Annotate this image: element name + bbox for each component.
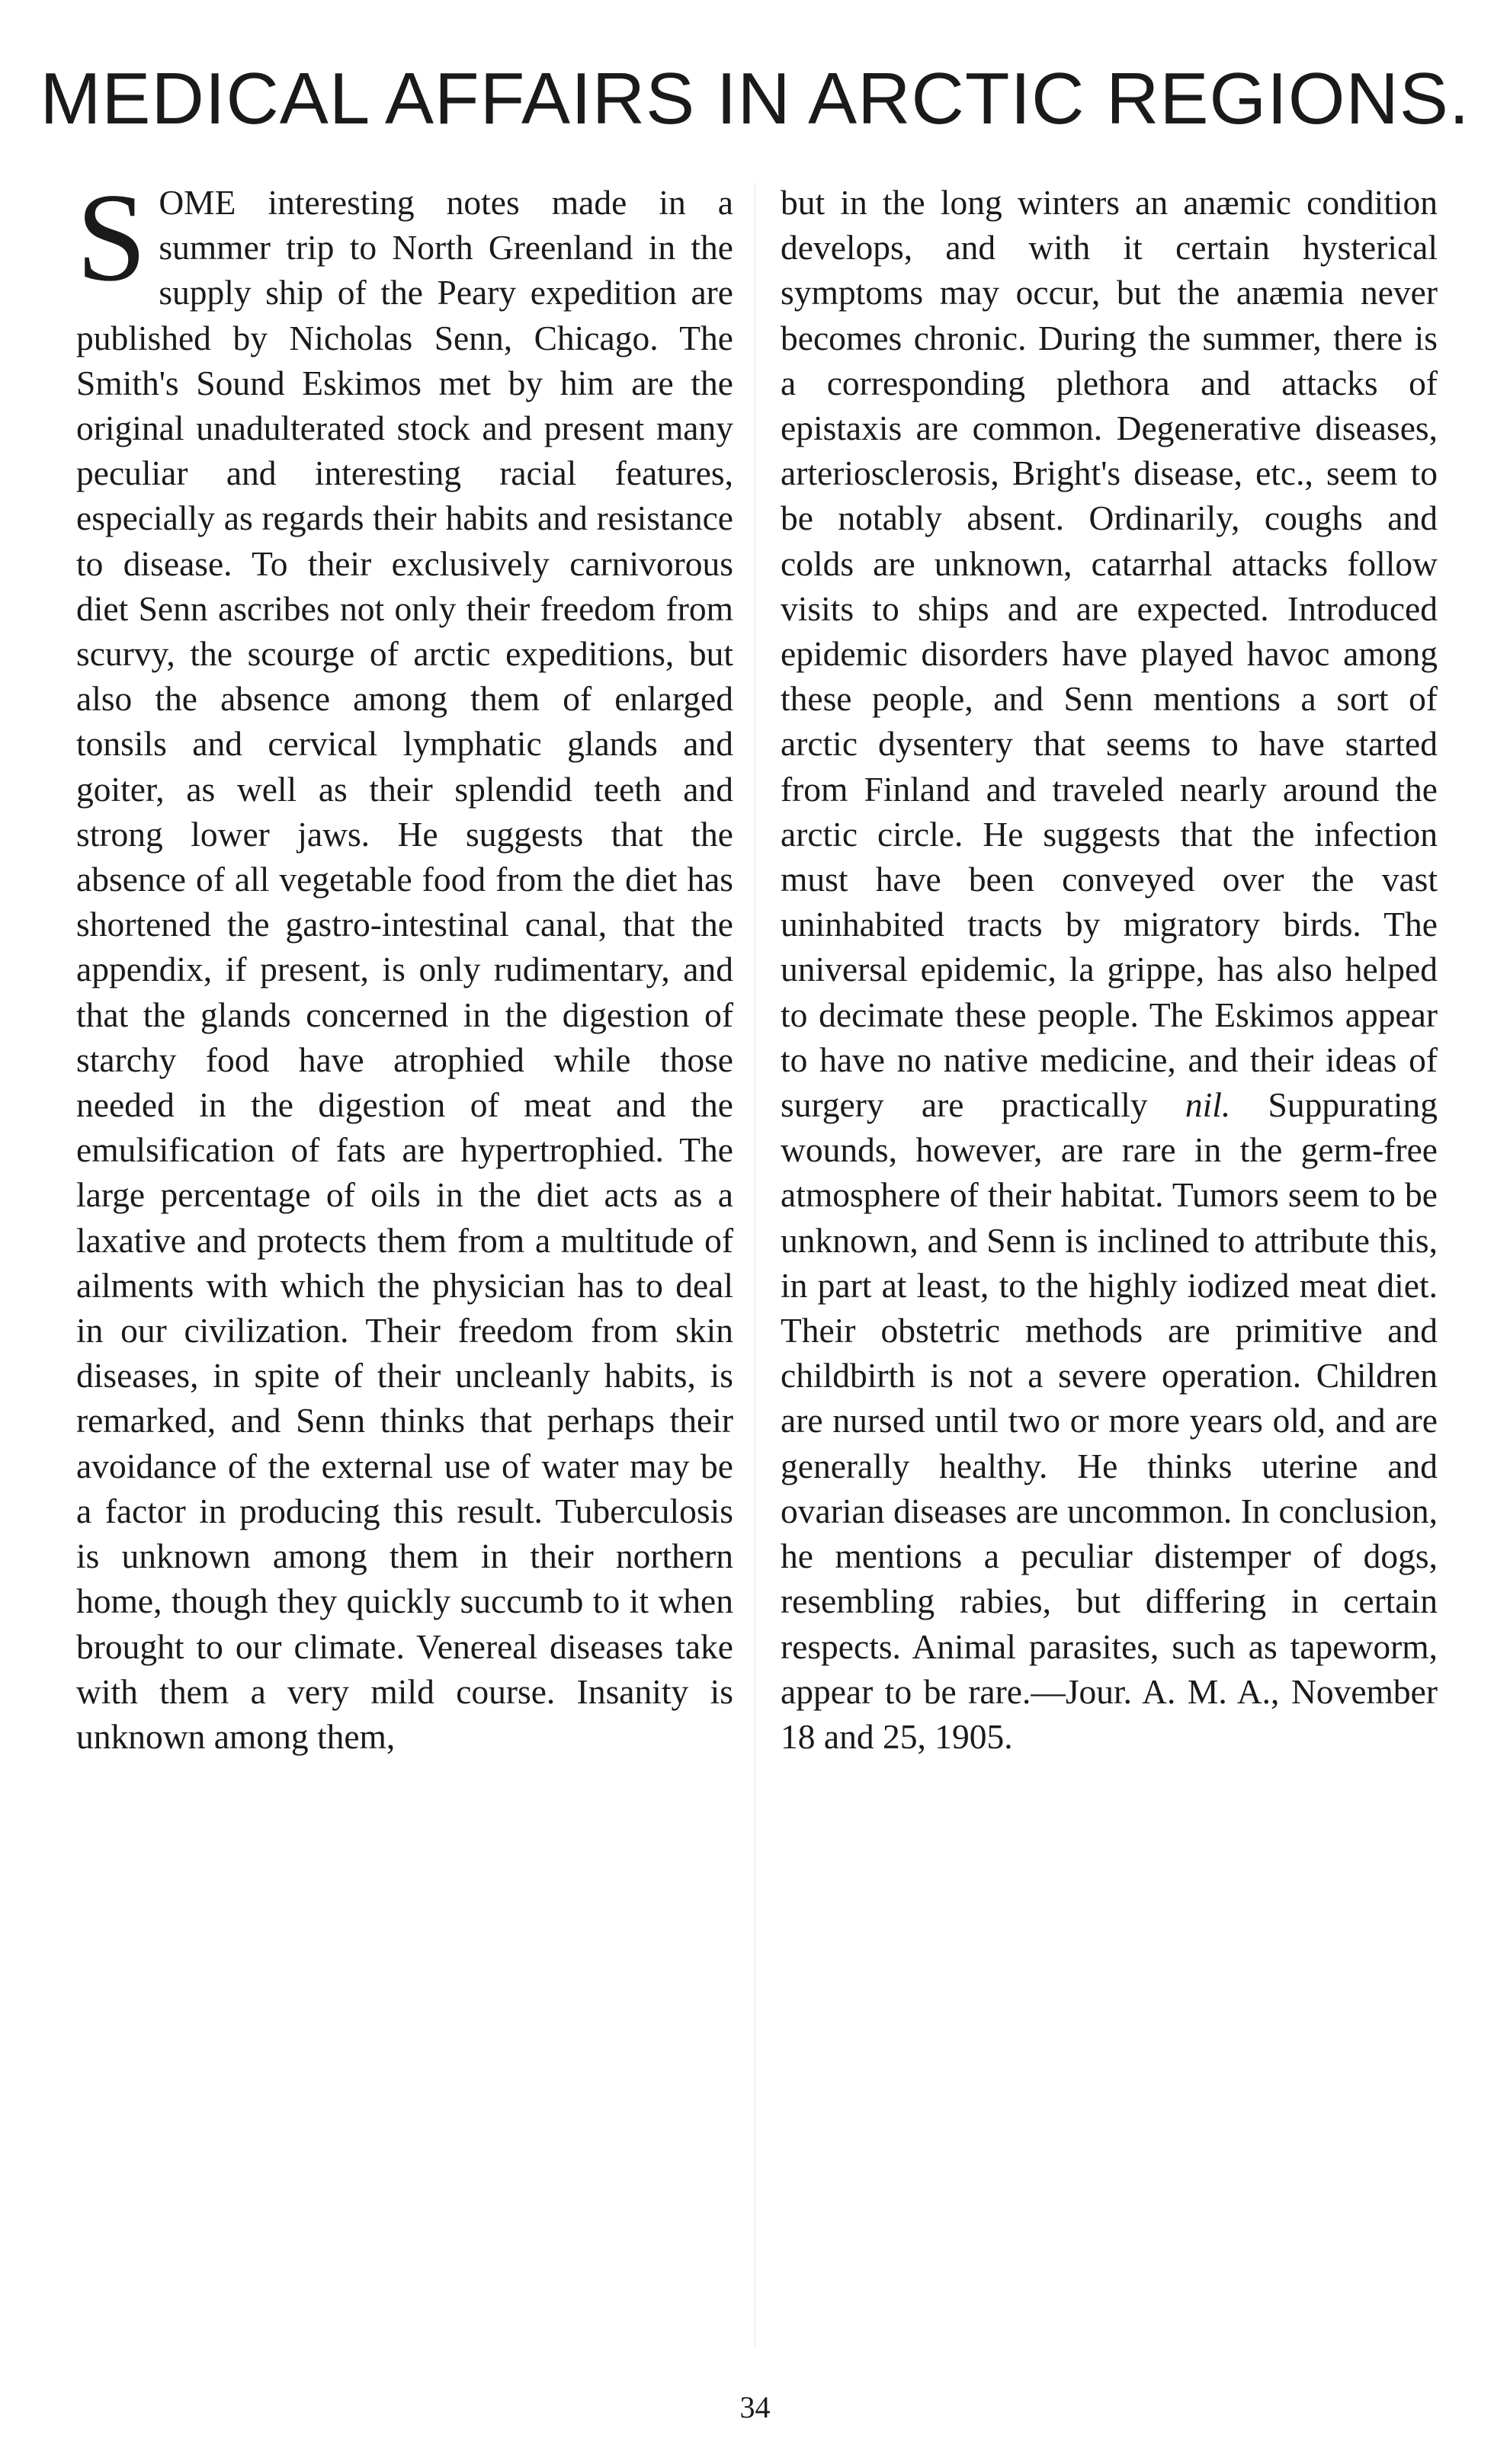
left-column-text: OME interesting notes made in a summer trip to North Greenland in the supply ship of the Peary expedition are published by Nicholas Senn, Chicago. The Smith's Sound Eskimos met by him are the original unadulterated stock and present many peculiar and interesting racial features, especially as regards their habits and resistance to disease. To their exclusively carnivorous diet Senn ascribes not only their freedom from scurvy, the scourge of arctic expeditions, but also the absence among them of enlarged tonsils and cervical lymphatic glands and goiter, as well as their splendid teeth and strong lower jaws. He suggests that the absence of all vegetable food from the diet has shortened the gastro-intestinal canal, that the appendix, if present, is only rudimentary, and that the glands concerned in the digestion of starchy food have atrophied while those needed in the digestion of meat and the emulsification of fats are hypertrophied. The large percentage of oils in the diet acts as a laxative and protects them from a multitude of ailments with which the physician has to deal in our civilization. Their freedom from skin diseases, in spite of their uncleanly habits, is remarked, and Senn thinks that perhaps their avoidance of the external use of water may be a factor in producing this result. Tuberculosis is unknown among them in their northern home, though they quickly succumb to it when brought to our climate. Venereal diseases take with them a very mild course. Insanity is unknown among them, — [76, 183, 733, 1756]
page-number: 34 — [739, 2390, 771, 2424]
italic-nil: nil. — [1185, 1085, 1231, 1125]
right-column-paragraph — [781, 180, 1438, 1759]
right-column-text-part-1: but in the long winters an anæmic condition develops, and with it certain hysterical symptoms may occur, but the anæmia never becomes chronic. During the summer, there is a corresponding plethora and attacks of epistaxis are common. Degenerative diseases, arteriosclerosis, Bright's disease, etc., seem to be notably absent. Ordinarily, coughs and colds are unknown, catarrhal attacks follow visits to ships and are expected. Introduced epidemic disorders have played havoc among these people, and Senn mentions a sort of arctic dysentery that seems to have started from Finland and traveled nearly around the arctic circle. He suggests that the infection must have been conveyed over the vast uninhabited tracts by migratory birds. The universal epidemic, la grippe, has also helped to decimate these people. The Eskimos appear to have no native medicine, and their ideas of surgery are practically — [781, 183, 1438, 1125]
left-column — [76, 167, 733, 1759]
left-column-paragraph — [76, 167, 733, 1759]
drop-cap: S — [76, 167, 147, 307]
right-column — [781, 180, 1438, 1759]
page-title: MEDICAL AFFAIRS IN ARCTIC REGIONS. — [40, 58, 1470, 139]
right-column-text-part-2: Suppurating wounds, however, are rare in the germ-free atmosphere of their habitat. Tumors seem to be unknown, and Senn is inclined to attribute this, in part at least, to the highly iodized meat diet. Their obstetric methods are primitive and childbirth is not a severe operation. Children are nursed until two or more years old, and are generally healthy. He thinks uterine and ovarian diseases are uncommon. In conclusion, he mentions a peculiar distemper of dogs, resembling rabies, but differing in certain respects. Animal parasites, such as tapeworm, appear to be rare.—Jour. A. M. A., November 18 and 25, 1905. — [781, 1085, 1438, 1756]
